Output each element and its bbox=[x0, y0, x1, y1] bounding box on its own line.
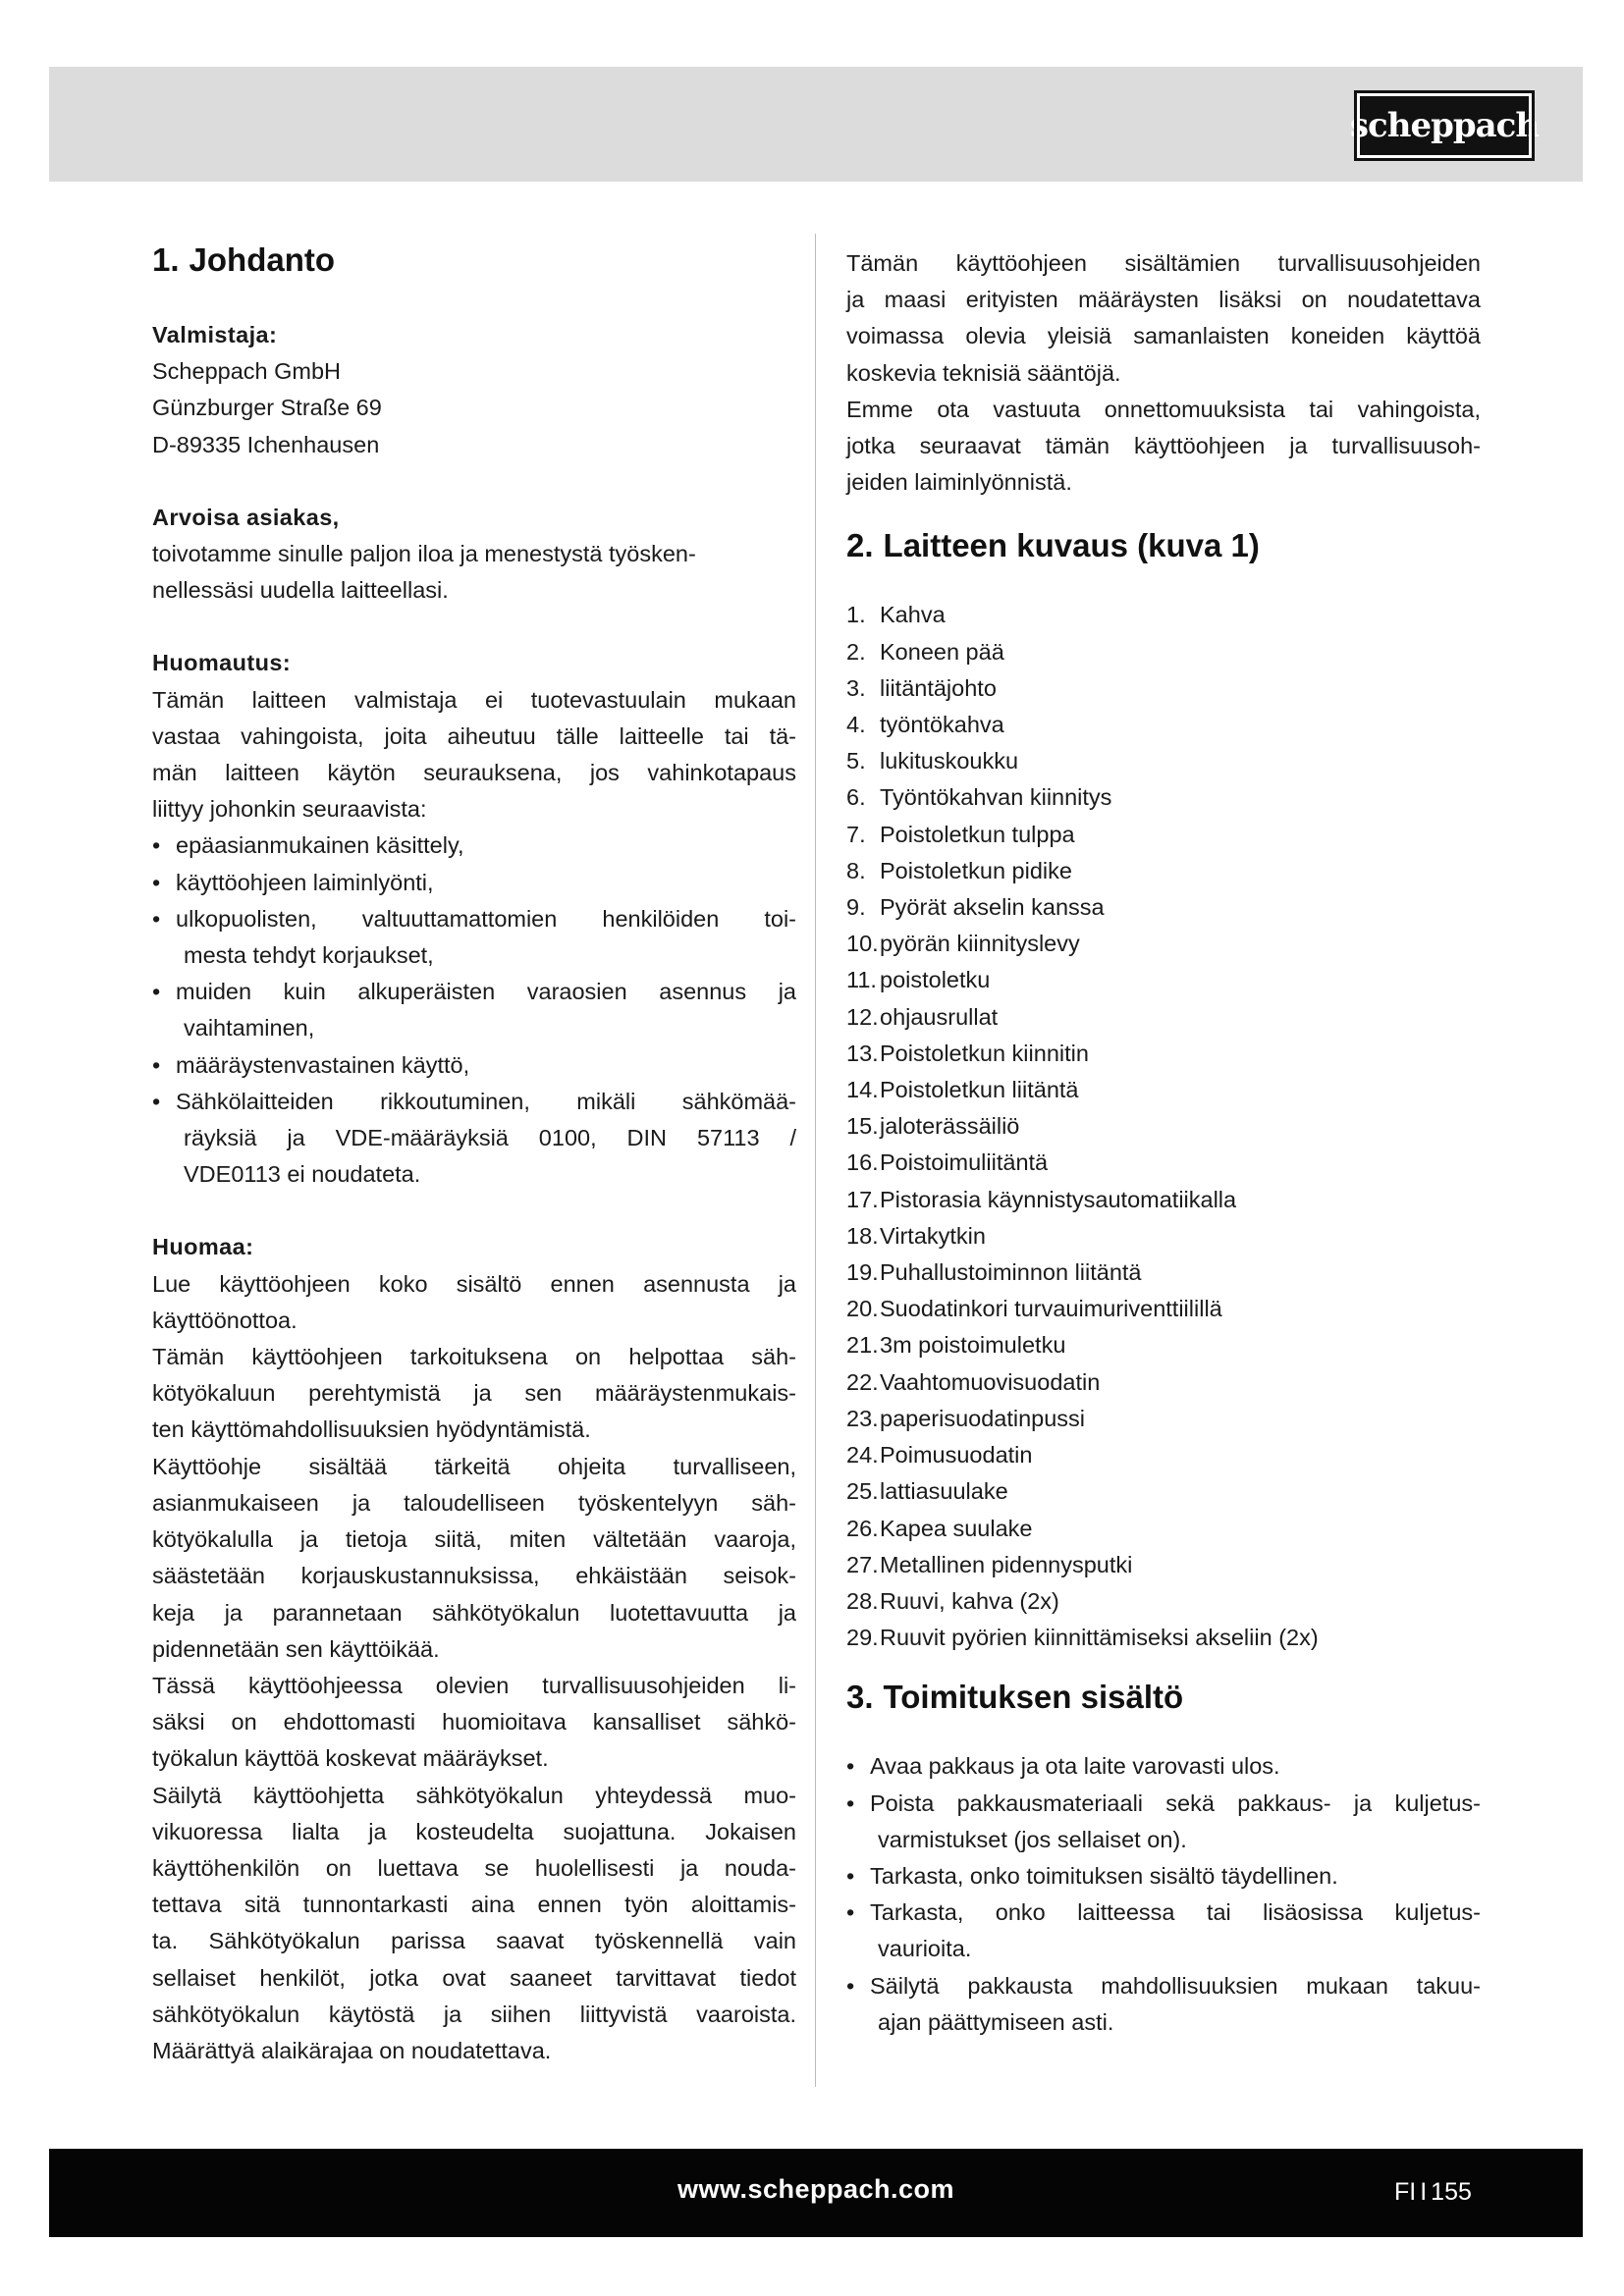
note-text: Tässä käyttöohjeessa olevien turvallisuusohjeiden li- bbox=[152, 1672, 796, 1698]
notice-bullet-list bbox=[152, 828, 796, 1193]
note-label: Huomaa: bbox=[152, 1234, 254, 1260]
left-column bbox=[152, 234, 796, 2069]
list-item: • Poista pakkausmateriaali sekä pakkaus- ja kuljetus- varmistukset (jos sellaiset on). bbox=[846, 1786, 1481, 1858]
notice-text: Tämän laitteen valmistaja ei tuotevastuulain mukaan bbox=[152, 686, 796, 713]
note-text: käyttöönottoa. bbox=[152, 1307, 298, 1333]
page-number: FI I 155 bbox=[1394, 2178, 1472, 2206]
delivery-bullet-list bbox=[846, 1748, 1481, 2041]
note-text: käyttöhenkilön on luettava se huolellisesti ja nouda- bbox=[152, 1854, 796, 1881]
manufacturer-line: Günzburger Straße 69 bbox=[152, 395, 382, 421]
customer-text: toivotamme sinulle paljon iloa ja menestystä työsken- bbox=[152, 541, 696, 567]
list-item: 4. työntökahva bbox=[846, 712, 1004, 738]
list-item: • Avaa pakkaus ja ota laite varovasti ulos. bbox=[846, 1748, 1481, 1785]
scheppach-logo: scheppach bbox=[1357, 93, 1532, 158]
note-text: työkalun käyttöä koskevat määräykset. bbox=[152, 1745, 549, 1772]
list-item: 10.pyörän kiinnityslevy bbox=[846, 931, 1080, 957]
note-text: asianmukaiseen ja taloudelliseen työskentelyyn säh- bbox=[152, 1489, 796, 1516]
note-text: vikuoressa lialta ja kosteudelta suojattuna. Jokaisen bbox=[152, 1818, 796, 1844]
list-item: 11. poistoletku bbox=[846, 967, 991, 993]
intro-text: ja maasi erityisten määräysten lisäksi on noudatettava bbox=[846, 287, 1481, 313]
notice-text: liittyy johonkin seuraavista: bbox=[152, 796, 427, 823]
list-item: 1. Kahva bbox=[846, 602, 946, 628]
manufacturer-line: Scheppach GmbH bbox=[152, 358, 342, 385]
parts-list bbox=[846, 597, 1481, 1656]
list-item: 3. liitäntäjohto bbox=[846, 674, 997, 701]
intro-text: Emme ota vastuuta onnettomuuksista tai vahingoista, bbox=[846, 396, 1481, 422]
manufacturer-line: D-89335 Ichenhausen bbox=[152, 431, 380, 457]
note-text: tettava sitä tunnontarkasti aina ennen työn aloittamis- bbox=[152, 1892, 796, 1918]
notice-text: vastaa vahingoista, joita aiheutuu tälle laitteelle tai tä- bbox=[152, 722, 796, 749]
list-item: 23.paperisuodatinpussi bbox=[846, 1405, 1086, 1431]
list-item: 14.Poistoletkun liitäntä bbox=[846, 1077, 1079, 1103]
section-3-heading: 3. Toimituksen sisältö bbox=[846, 1679, 1184, 1716]
note-text: Tämän käyttöohjeen tarkoituksena on helpottaa säh- bbox=[152, 1344, 796, 1370]
note-text: ta. Sähkötyökalun parissa saavat työskennellä vain bbox=[152, 1928, 796, 1954]
list-item: 26.Kapea suulake bbox=[846, 1515, 1033, 1541]
list-item: • Sähkölaitteiden rikkoutuminen, mikäli sähkömää- räyksiä ja VDE-määräyksiä 0100, DIN 57113 / VDE0113 ei noudateta. bbox=[152, 1084, 796, 1194]
list-item: 22.Vaahtomuovisuodatin bbox=[846, 1368, 1101, 1395]
list-item: 8. Poistoletkun pidike bbox=[846, 857, 1072, 883]
list-item: 25.lattiasuulake bbox=[846, 1478, 1008, 1505]
intro-text: jeiden laiminlyönnistä. bbox=[846, 469, 1072, 496]
list-item: • Tarkasta, onko laitteessa tai lisäosissa kuljetus- vaurioita. bbox=[846, 1895, 1481, 1967]
notice-text: män laitteen käytön seurauksena, jos vahinkotapaus bbox=[152, 760, 796, 786]
list-item: 21.3m poistoimuletku bbox=[846, 1332, 1066, 1359]
note-text: keja ja parannetaan sähkötyökalun luotettavuutta ja bbox=[152, 1599, 796, 1626]
list-item: 24.Poimusuodatin bbox=[846, 1442, 1033, 1468]
note-text: sähkötyökalun käytöstä ja siihen liittyvistä vaaroista. bbox=[152, 2001, 796, 2027]
list-item: 19.Puhallustoiminnon liitäntä bbox=[846, 1259, 1142, 1286]
list-item: 20.Suodatinkori turvauimuriventtiilillä bbox=[846, 1296, 1222, 1322]
list-item: 9. Pyörät akselin kanssa bbox=[846, 894, 1105, 921]
intro-text: jotka seuraavat tämän käyttöohjeen ja turvallisuusoh- bbox=[846, 433, 1481, 459]
note-text: sellaiset henkilöt, jotka ovat saaneet tarvittavat tiedot bbox=[152, 1964, 796, 1991]
list-item: 12.ohjausrullat bbox=[846, 1003, 999, 1030]
list-item: • muiden kuin alkuperäisten varaosien asennus ja vaihtaminen, bbox=[152, 974, 796, 1046]
note-text: pidennetään sen käyttöikää. bbox=[152, 1635, 440, 1662]
list-item: 17.Pistorasia käynnistysautomatiikalla bbox=[846, 1186, 1237, 1212]
customer-text: nellessäsi uudella laitteellasi. bbox=[152, 577, 449, 604]
note-text: ten käyttömahdollisuuksien hyödyntämistä. bbox=[152, 1416, 591, 1443]
note-text: kötyökaluun perehtymistä ja sen määräystenmukais- bbox=[152, 1380, 796, 1407]
intro-text: koskevia teknisiä sääntöjä. bbox=[846, 359, 1121, 386]
section-2-heading: 2. Laitteen kuvaus (kuva 1) bbox=[846, 527, 1260, 564]
header-band bbox=[49, 67, 1583, 182]
list-item: 28.Ruuvi, kahva (2x) bbox=[846, 1587, 1059, 1614]
footer-url[interactable]: www.scheppach.com bbox=[677, 2174, 955, 2204]
list-item: 2. Koneen pää bbox=[846, 638, 1004, 665]
list-item: 18.Virtakytkin bbox=[846, 1222, 986, 1249]
list-item: 16.Poistoimuliitäntä bbox=[846, 1149, 1049, 1176]
customer-label: Arvoisa asiakas, bbox=[152, 504, 340, 530]
list-item: • määräystenvastainen käyttö, bbox=[152, 1047, 796, 1084]
column-divider bbox=[815, 234, 816, 2087]
list-item: • epäasianmukainen käsittely, bbox=[152, 828, 796, 864]
list-item: 6. Työntökahvan kiinnitys bbox=[846, 784, 1112, 811]
note-text: Lue käyttöohjeen koko sisältö ennen asennusta ja bbox=[152, 1270, 796, 1297]
footer-band bbox=[49, 2149, 1583, 2237]
note-text: Määrättyä alaikärajaa on noudatettava. bbox=[152, 2037, 552, 2063]
list-item: 27.Metallinen pidennysputki bbox=[846, 1551, 1133, 1577]
note-text: säksi on ehdottomasti huomioitava kansalliset sähkö- bbox=[152, 1709, 796, 1735]
list-item: 5. lukituskoukku bbox=[846, 748, 1019, 774]
list-item: • käyttöohjeen laiminlyönti, bbox=[152, 865, 796, 901]
note-text: Käyttöohje sisältää tärkeitä ohjeita turvalliseen, bbox=[152, 1453, 796, 1479]
manufacturer-label: Valmistaja: bbox=[152, 322, 278, 347]
list-item: 15.jaloterässäiliö bbox=[846, 1113, 1020, 1140]
note-text: kötyökalulla ja tietoja siitä, miten vältetään vaaroja, bbox=[152, 1526, 796, 1553]
list-item: 29.Ruuvit pyörien kiinnittämiseksi akseliin (2x) bbox=[846, 1625, 1319, 1651]
list-item: • Tarkasta, onko toimituksen sisältö täydellinen. bbox=[846, 1858, 1481, 1895]
right-column bbox=[846, 245, 1481, 2041]
intro-text: Tämän käyttöohjeen sisältämien turvallisuusohjeiden bbox=[846, 250, 1481, 276]
note-text: säästetään korjauskustannuksissa, ehkäistään seisok- bbox=[152, 1563, 796, 1589]
list-item: • ulkopuolisten, valtuuttamattomien henkilöiden toi- mesta tehdyt korjaukset, bbox=[152, 901, 796, 974]
section-1-heading: 1. Johdanto bbox=[152, 241, 336, 278]
list-item: 13.Poistoletkun kiinnitin bbox=[846, 1040, 1089, 1066]
list-item: • Säilytä pakkausta mahdollisuuksien mukaan takuu- ajan päättymiseen asti. bbox=[846, 1968, 1481, 2041]
note-text: Säilytä käyttöohjetta sähkötyökalun yhteydessä muo- bbox=[152, 1782, 796, 1808]
list-item: 7. Poistoletkun tulppa bbox=[846, 821, 1075, 847]
intro-text: voimassa olevia yleisiä samanlaisten koneiden käyttöä bbox=[846, 323, 1481, 349]
notice-label: Huomautus: bbox=[152, 650, 292, 676]
